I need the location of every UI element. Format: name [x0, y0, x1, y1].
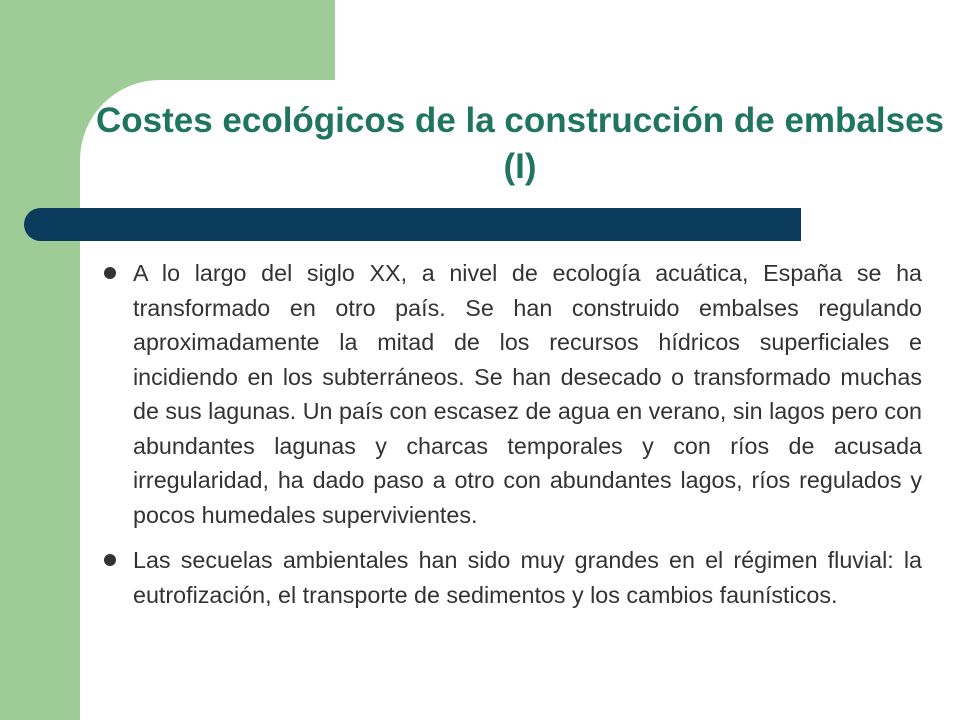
- title-underline-bar: [24, 208, 801, 241]
- bullet-dot-icon: [104, 554, 116, 566]
- green-side-strip: [0, 0, 80, 720]
- bullet-dot-icon: [104, 267, 116, 279]
- bullet-text-2: Las secuelas ambientales han sido muy grandes en el régimen fluvial: la eutrofización, el transporte de sedimentos y los cambios faunísticos.: [133, 547, 922, 608]
- bullet-item-2: [104, 543, 922, 612]
- bullet-text-1: A lo largo del siglo XX, a nivel de ecología acuática, España se ha transformado en otro país. Se han construido embalses regulando aproximadamente la mitad de los recursos hídricos superficiales e incidiendo en los subterráneos. Se han desecado o transformado muchas de sus lagunas. Un país con escasez de agua en verano, sin lagos pero con abundantes lagunas y charcas temporales y con ríos de acusada irregularidad, ha dado paso a otro con abundantes lagos, ríos regulados y pocos humedales supervivientes.: [133, 260, 922, 528]
- bullet-list: [104, 256, 922, 623]
- slide-title: Costes ecológicos de la construcción de embalses (I): [95, 101, 945, 186]
- bullet-item-1: [104, 256, 922, 532]
